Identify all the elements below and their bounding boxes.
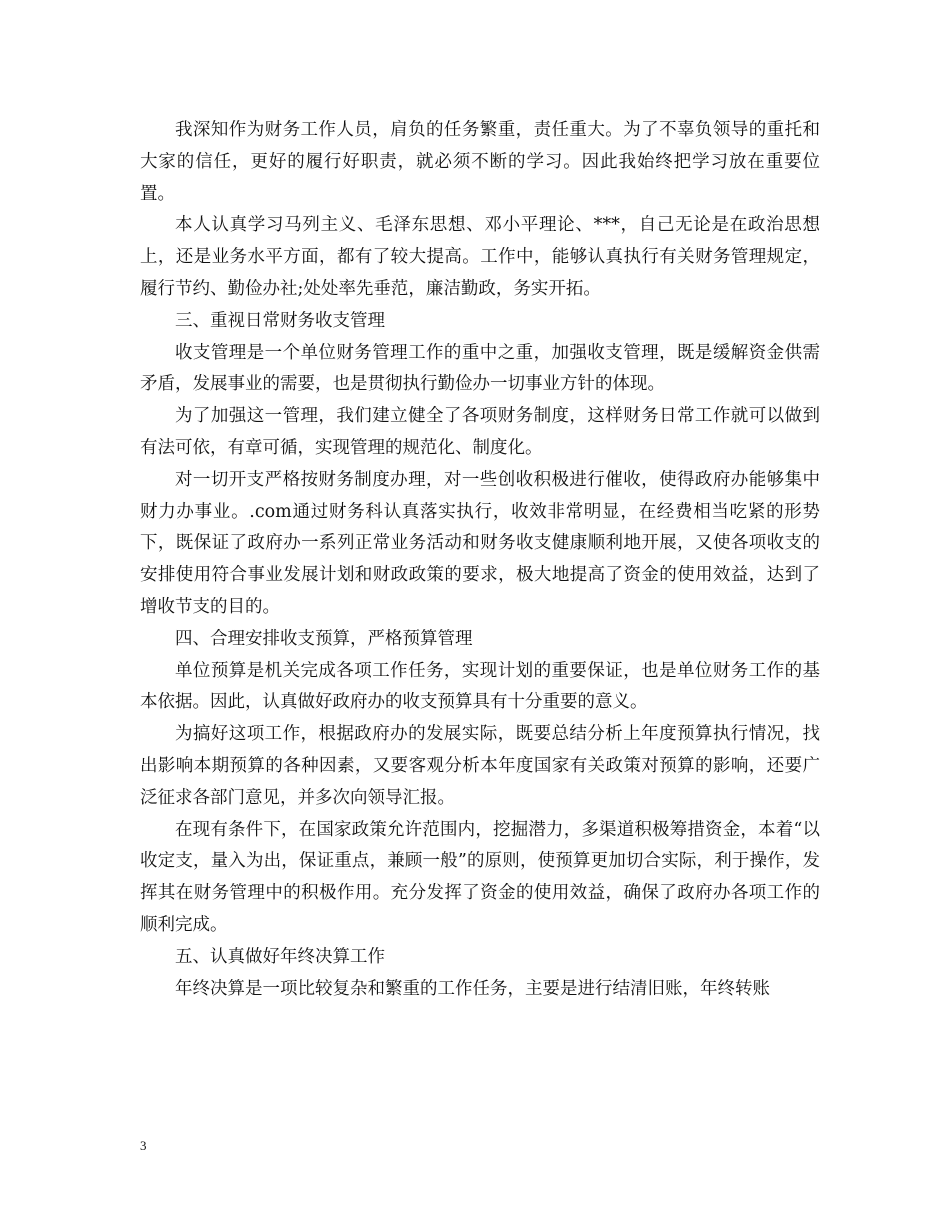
paragraph-year-end-closing: 年终决算是一项比较复杂和繁重的工作任务，主要是进行结清旧账，年终转账 xyxy=(175,978,770,999)
page-number: 3 xyxy=(140,1138,147,1153)
section-heading-5: 五、认真做好年终决算工作 xyxy=(175,946,385,967)
paragraph-budget-principles: 在现有条件下，在国家政策允许范围内，挖掘潜力，多渠道积极筹措资金，本着“以收定支，量入为出，保证重点，兼顾一般”的原则，使预算更加切合实际，利于操作，发挥其在财务管理中的积极作用。充分发挥了资金的使用效益，确保了政府办各项工作的顺利完成。 xyxy=(140,819,820,935)
document-body xyxy=(140,115,820,1005)
section-heading-3: 三、重视日常财务收支管理 xyxy=(175,310,385,331)
section-heading-4: 四、合理安排收支预算，严格预算管理 xyxy=(175,628,473,649)
paragraph-budget-importance: 单位预算是机关完成各项工作任务，实现计划的重要保证，也是单位财务工作的基本依据。因此，认真做好政府办的收支预算具有十分重要的意义。 xyxy=(140,660,820,713)
paragraph-financial-system: 为了加强这一管理，我们建立健全了各项财务制度，这样财务日常工作就可以做到有法可依，有章可循，实现管理的规范化、制度化。 xyxy=(140,406,820,458)
paragraph-budget-analysis: 为搞好这项工作，根据政府办的发展实际，既要总结分析上年度预算执行情况，找出影响本期预算的各种因素，又要客观分析本年度国家有关政策对预算的影响，还要广泛征求各部门意见，并多次向领导汇报。 xyxy=(140,724,820,808)
paragraph-self-improvement: 本人认真学习马列主义、毛泽东思想、邓小平理论、***，自己无论是在政治思想上，还是业务水平方面，都有了较大提高。工作中，能够认真执行有关财务管理规定，履行节约、勤俭办社;处处率先垂范，廉洁勤政，务实开拓。 xyxy=(140,215,820,299)
paragraph-expenditure-control: 对一切开支严格按财务制度办理，对一些创收积极进行催收，使得政府办能够集中财力办事业。.com通过财务科认真落实执行，收效非常明显，在经费相当吃紧的形势下，既保证了政府办一系列正常业务活动和财务收支健康顺利地开展，又使各项收支的安排使用符合事业发展计划和财政政策的要求，极大地提高了资金的使用效益，达到了增收节支的目的。 xyxy=(140,469,820,617)
paragraph-revenue-management: 收支管理是一个单位财务管理工作的重中之重，加强收支管理，既是缓解资金供需矛盾，发展事业的需要，也是贯彻执行勤俭办一切事业方针的体现。 xyxy=(140,342,820,395)
paragraph-study: 我深知作为财务工作人员，肩负的任务繁重，责任重大。为了不辜负领导的重托和大家的信任，更好的履行好职责，就必须不断的学习。因此我始终把学习放在重要位置。 xyxy=(140,120,820,204)
